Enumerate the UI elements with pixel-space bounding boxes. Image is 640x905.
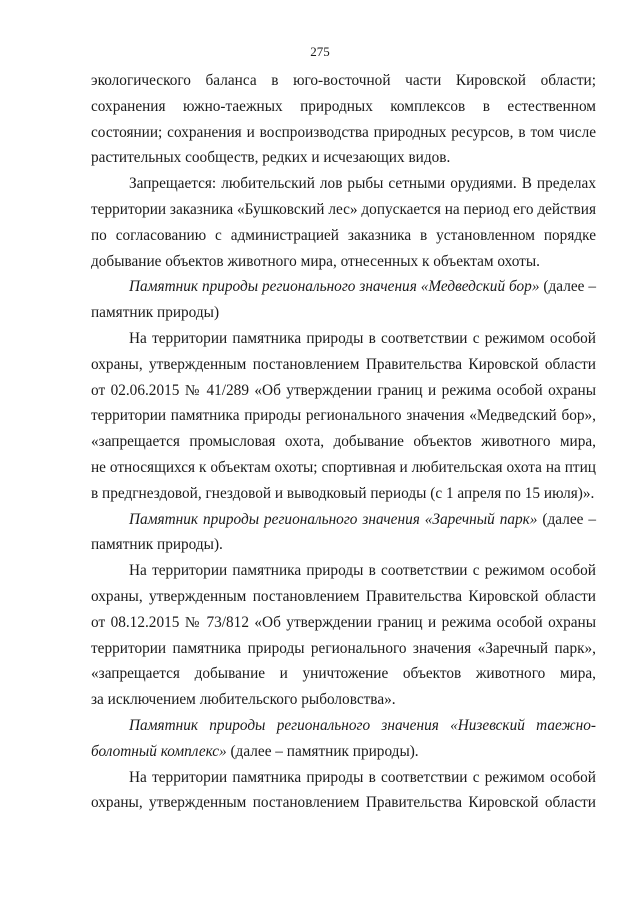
- body-text: в предгнездовой, гнездовой и выводковый периоды (с 1 апреля по 15 июля)».: [91, 484, 595, 502]
- document-body: [91, 68, 596, 816]
- text-line: [91, 532, 596, 558]
- body-text: охраны, утвержденным постановлением Правительства Кировской области: [91, 587, 596, 605]
- body-text: не относящихся к объектам охоты; спортивная и любительская охота на птиц: [91, 458, 596, 476]
- text-line: [91, 403, 596, 429]
- body-text: Запрещается: любительский лов рыбы сетными орудиями. В пределах: [129, 175, 596, 193]
- text-line: [91, 352, 596, 378]
- body-text: территории памятника природы регионального значения «Медведский бор»,: [91, 407, 596, 425]
- body-text: от 02.06.2015 № 41/289 «Об утверждении границ и режима особой охраны: [91, 381, 596, 399]
- text-line: [91, 507, 596, 533]
- italic-heading-text: Памятник природы регионального значения «Низевский таежно-: [129, 716, 596, 734]
- body-text: сохранения южно-таежных природных комплексов в естественном: [91, 97, 596, 115]
- text-line: [91, 326, 596, 352]
- text-line: [91, 790, 596, 816]
- text-line: [91, 713, 596, 739]
- text-line: [91, 94, 596, 120]
- body-text: от 08.12.2015 № 73/812 «Об утверждении границ и режима особой охраны: [91, 613, 596, 631]
- body-text: территории заказника «Бушковский лес» допускается на период его действия: [91, 200, 596, 218]
- italic-heading-text: Памятник природы регионального значения «Заречный парк»: [129, 510, 538, 528]
- text-line: [91, 249, 596, 275]
- body-text: (далее –: [537, 510, 596, 528]
- text-line: [91, 274, 596, 300]
- body-text: растительных сообществ, редких и исчезающих видов.: [91, 149, 451, 167]
- text-line: [91, 584, 596, 610]
- text-line: [91, 429, 596, 455]
- body-text: территории памятника природы регионального значения «Заречный парк»,: [91, 639, 596, 657]
- italic-heading-text: болотный комплекс»: [91, 742, 227, 760]
- body-text: добывание объектов животного мира, отнесенных к объектам охоты.: [91, 252, 540, 270]
- text-line: [91, 455, 596, 481]
- body-text: за исключением любительского рыболовства».: [91, 691, 396, 709]
- body-text: по согласованию с администрацией заказника в установленном порядке: [91, 226, 596, 244]
- body-text: На территории памятника природы в соответствии с режимом особой: [129, 768, 596, 786]
- body-text: охраны, утвержденным постановлением Правительства Кировской области: [91, 355, 596, 373]
- text-line: [91, 300, 596, 326]
- body-text: состоянии; сохранения и воспроизводства природных ресурсов, в том числе: [91, 123, 596, 141]
- body-text: охраны, утвержденным постановлением Правительства Кировской области: [91, 794, 596, 812]
- body-text: На территории памятника природы в соответствии с режимом особой: [129, 329, 596, 347]
- text-line: [91, 481, 596, 507]
- text-line: [91, 378, 596, 404]
- body-text: (далее –: [539, 278, 596, 296]
- text-line: [91, 171, 596, 197]
- text-line: [91, 223, 596, 249]
- body-text: памятник природы): [91, 304, 220, 322]
- body-text: «запрещается промысловая охота, добывание объектов животного мира,: [91, 433, 596, 451]
- text-line: [91, 687, 596, 713]
- body-text: экологического баланса в юго-восточной части Кировской области;: [91, 72, 596, 89]
- italic-heading-text: Памятник природы регионального значения «Медведский бор»: [129, 278, 540, 296]
- text-line: [91, 636, 596, 662]
- text-line: [91, 661, 596, 687]
- text-line: [91, 120, 596, 146]
- page-number: 275: [310, 44, 330, 59]
- text-line: [91, 145, 596, 171]
- body-text: На территории памятника природы в соответствии с режимом особой: [129, 562, 596, 580]
- text-line: [91, 739, 596, 765]
- text-line: [91, 197, 596, 223]
- text-line: [91, 765, 596, 791]
- text-line: [91, 68, 596, 94]
- body-text: памятник природы).: [91, 536, 223, 554]
- text-line: [91, 558, 596, 584]
- body-text: (далее – памятник природы).: [226, 742, 419, 760]
- body-text: «запрещается добывание и уничтожение объектов животного мира,: [91, 665, 596, 683]
- text-line: [91, 610, 596, 636]
